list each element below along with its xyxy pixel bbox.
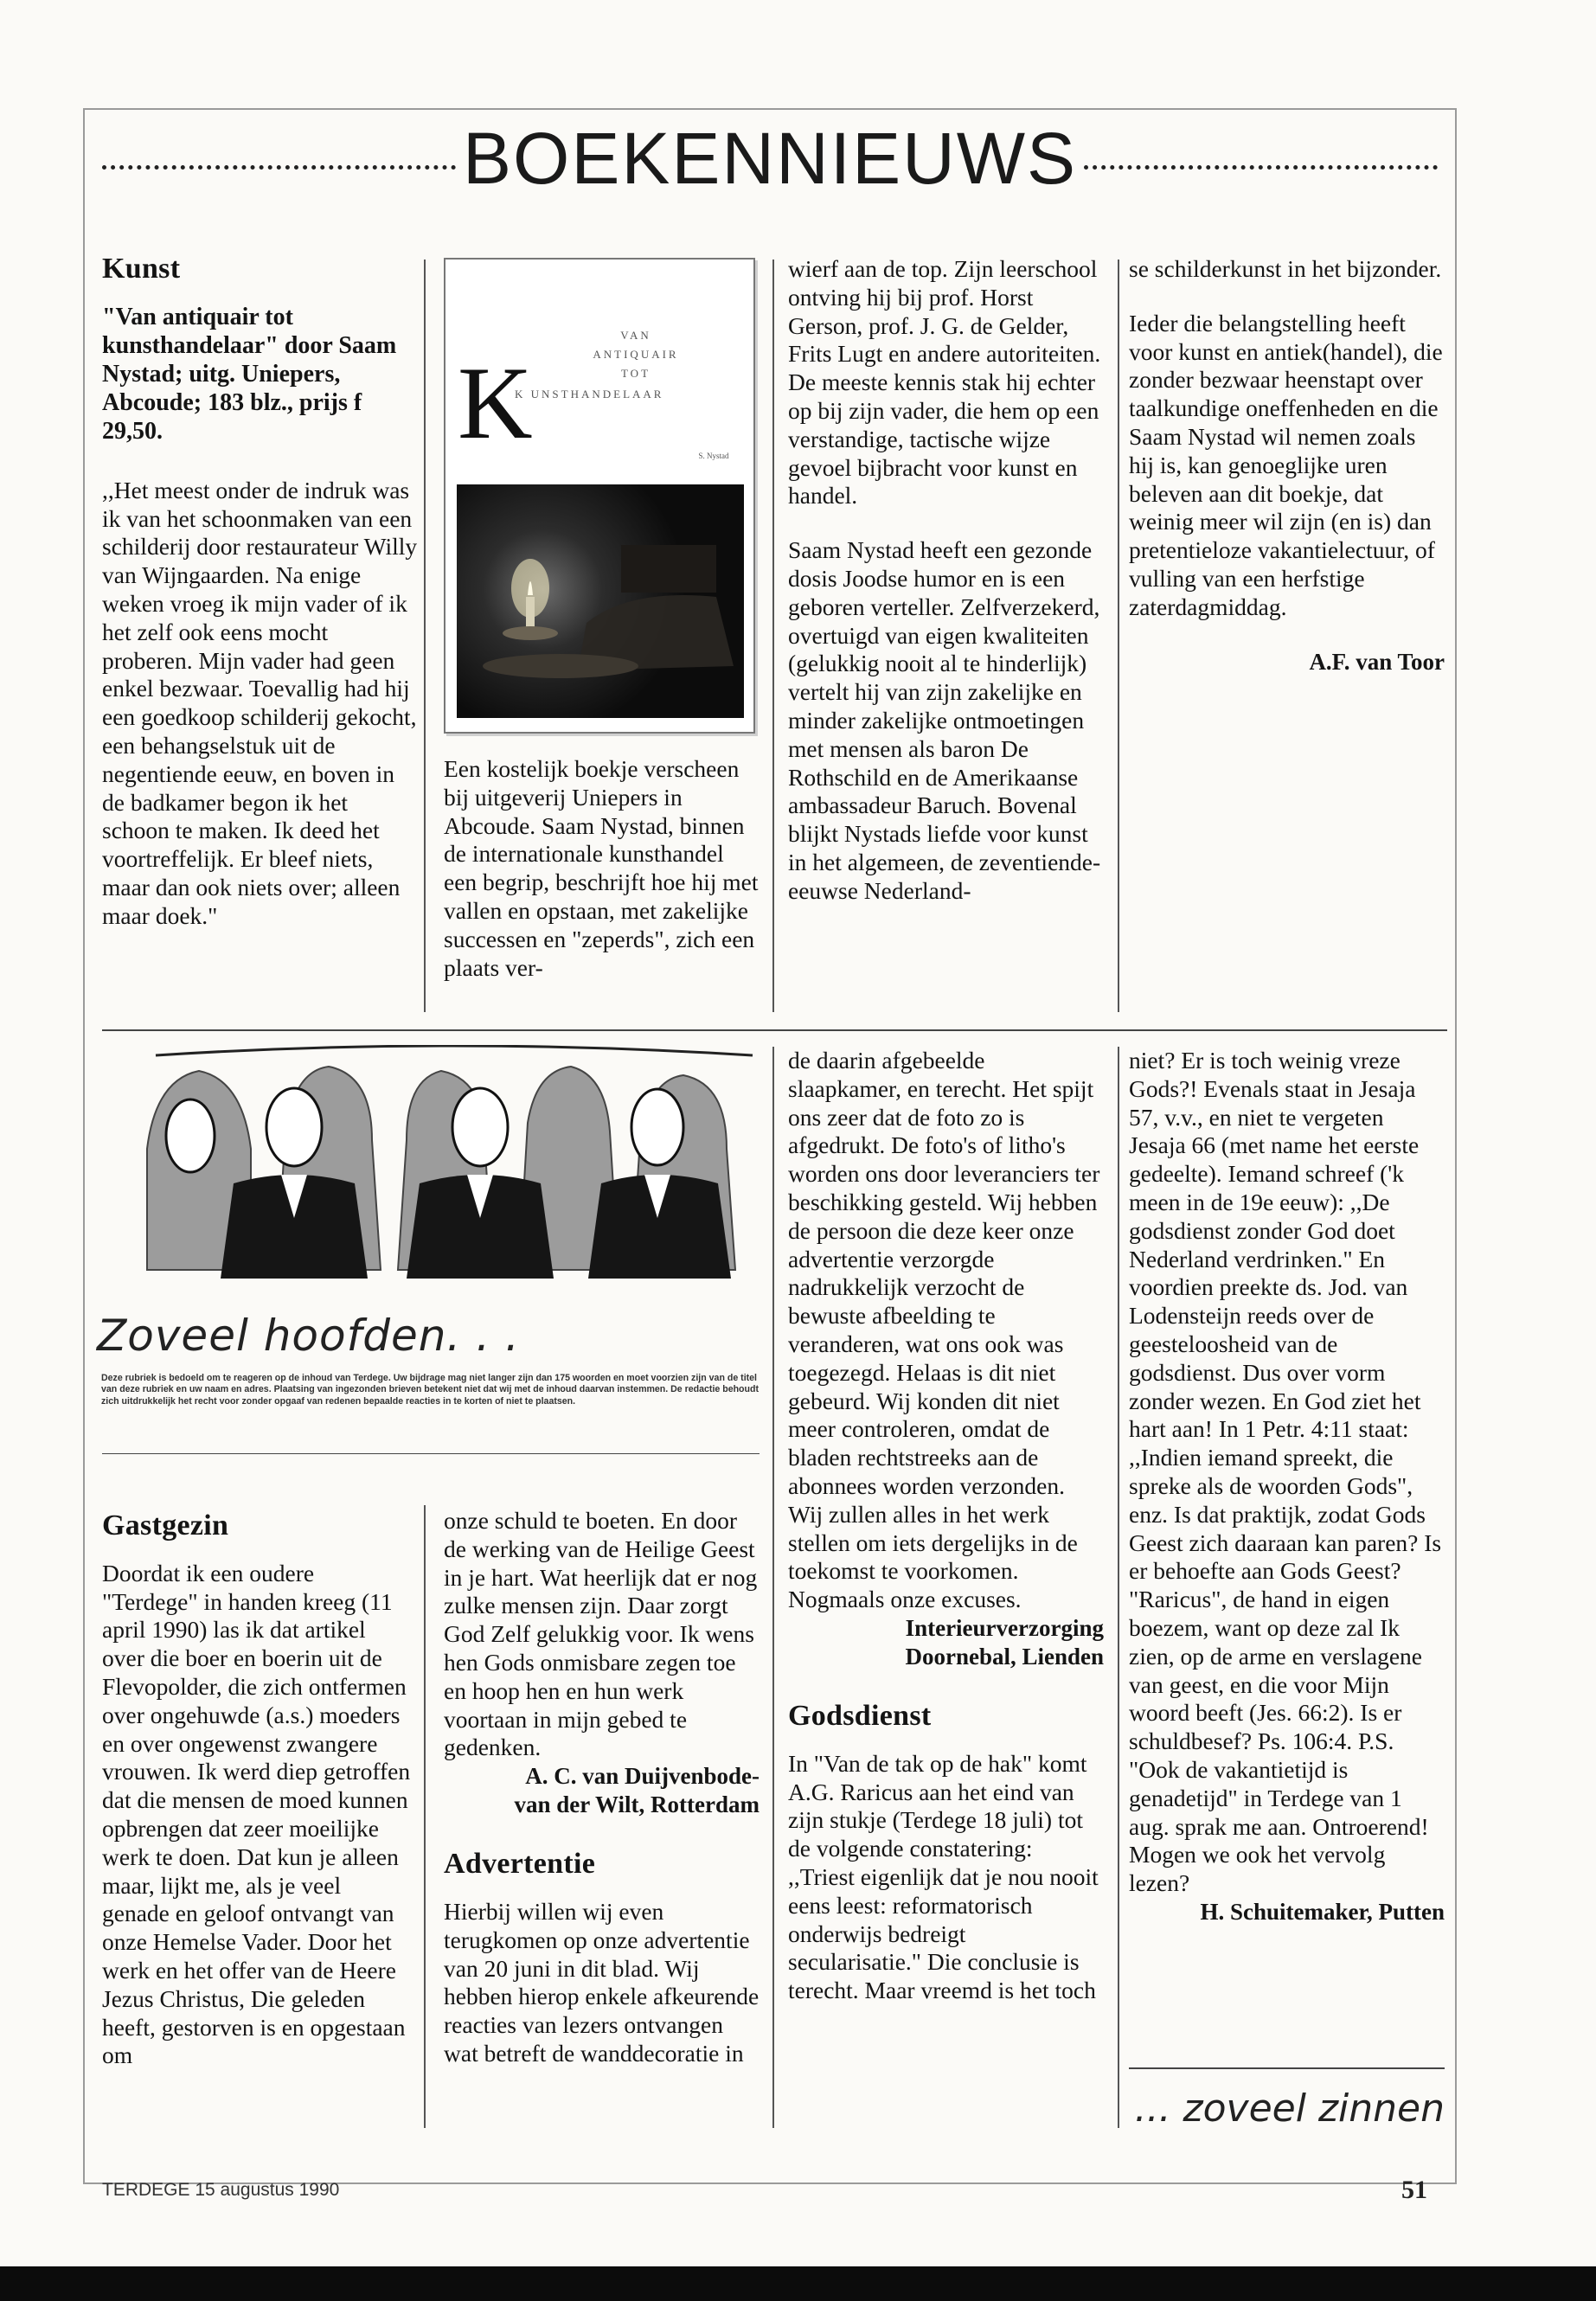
footer-issue: TERDEGE 15 augustus 1990 [102, 2180, 340, 2200]
advertentie-signature-2: Doornebal, Lienden [905, 1643, 1104, 1670]
cover-line-3: TOT [620, 367, 651, 380]
kunst-quote: ,,Het meest onder de indruk was ik van het schoonmaken van een schilderij door restaurateur Willy van Wijngaarden. Na enige weken vroeg ik mijn vader of ik het zelf ook eens mocht proberen. Mijn vader had geen enkel bezwaar. Toevallig had hij een goedkoop schilderij gekocht, een behangselstuk uit de negentiende eeuw, en boven in de badkamer begon ik het schoon te maken. Ik deed het voortreffelijk. Er bleef niets, maar dan ook niets over; alleen maar doek." [102, 476, 418, 929]
column-divider [772, 1047, 774, 2128]
kunst-column-4 [1129, 255, 1445, 676]
column-divider [424, 1505, 426, 2128]
column-divider [772, 260, 774, 1012]
kunst-column-3 [788, 255, 1104, 906]
cover-photo-candle-still-life [457, 484, 744, 718]
cover-line-2: ANTIQUAIR [593, 348, 679, 361]
gastgezin-column-2 [444, 1507, 760, 2068]
candle-illustration [457, 484, 744, 718]
section-divider [102, 1029, 1447, 1031]
kunst-col3-para1: wierf aan de top. Zijn leerschool ontving hij bij prof. Horst Gerson, prof. J. G. de Gelder, Frits Lugt en andere autoriteiten. De meeste kennis stak hij echter op bij zijn vader, die hem op een verstandige, tactische wijze gevoel bijbracht voor kunst en handel. [788, 255, 1101, 510]
gastgezin-para1: Doordat ik een oudere "Terdege" in handen kreeg (11 april 1990) las ik dat artikel over die boer en boerin uit de Flevopolder, die zich ontfermen over ongehuwde (a.s.) moeders en over ongewenst zwangere vrouwen. Ik werd diep getroffen dat die mensen de moed kunnen opbrengen dat zeer moeilijke werk te doen. Dat kun je alleen maar, lijkt me, als je veel genade en geloof ontvangt van onze Hemelse Vader. Door het werk en het offer van de Heere Jezus Christus, Die geleden heeft, gestorven is en opgestaan om [102, 1559, 411, 2069]
advertentie-signature-1: Interieurverzorging [905, 1614, 1104, 1641]
gastgezin-heading: Gastgezin [102, 1509, 229, 1541]
page-title: BOEKENNIEUWS [462, 117, 1078, 199]
column-divider [424, 260, 426, 1012]
masthead-dots-right [1084, 165, 1438, 170]
letters-disclaimer: Deze rubriek is bedoeld om te reageren op de inhoud van Terdege. Uw bijdrage mag niet langer zijn dan 175 woorden en moet voorzien zijn van de titel van deze rubriek en uw naam en adres. Plaatsing van ingezonden brieven betekent niet dat wij met de inhoud daarvan instemmen. De redactie behoudt zich uitdrukkelijk het recht voor zonder opgaaf van redenen bepaalde reacties in te korten of niet te plaatsen. [101, 1373, 759, 1407]
cover-line-1: VAN [620, 329, 651, 342]
cover-line-4: K UNSTHANDELAAR [515, 388, 664, 401]
disclaimer-rule [102, 1453, 760, 1454]
godsdienst-para2: niet? Er is toch weinig vreze Gods?! Evenals staat in Jesaja 57, v.v., en niet te vergeten Jesaja 66 (met name het eerste gedeelte). Iemand schreef ('k meen in de 19e eeuw): ,,De godsdienst zonder God doet Nederland verdrinken." En voordien preekte ds. Jod. van Lodensteijn reeds over de geesteloosheid van de godsdienst. Dus over vorm zonder wezen. En God ziet het hart aan! In 1 Petr. 4:11 staat: ,,Indien iemand spreekt, die spreke als de woorden Gods", enz. Is dat praktijk, zodat Gods Geest zich daaraan kan paren? Is er behoefte aan Gods Geest? "Raricus", de hand in eigen boezem, want op deze zal Ik zien, op de arme en verslagene van geest, en die voor Mijn woord beeft (Jes. 66:2). Is er schuldbesef? Ps. 106:4. P.S. "Ook de vakantietijd is genadetijd" in Terdege van 1 aug. sprak me aan. Ontroerend! Mogen we ook het vervolg lezen? [1129, 1047, 1442, 1897]
cover-big-letter: K [458, 345, 533, 460]
gastgezin-signature-1: A. C. van Duijvenbode- [525, 1763, 760, 1790]
book-cover [444, 258, 755, 734]
advertentie-para2: de daarin afgebeelde slaapkamer, en terecht. Het spijt ons zeer dat de foto zo is afgedrukt. De foto's of litho's worden ons door leveranciers ter beschikking gesteld. Wij hebben de persoon die deze keer onze advertentie verzorgde nadrukkelijk verzocht de bewuste afbeelding te veranderen, wat ons ook was toegezegd. Helaas is dit niet gebeurd. Wij konden dit niet meer controleren, omdat de bladen rechtstreeks aan de abonnees worden verzonden. Wij zullen alles in het werk stellen om iets dergelijks in de toekomst te voorkomen. Nogmaals onze excuses. [788, 1047, 1100, 1613]
godsdienst-column-4 [1129, 1047, 1445, 1926]
gastgezin-column-1 [102, 1509, 413, 2070]
cover-author: S. Nystad [698, 452, 729, 460]
closing-rule [1129, 2067, 1445, 2069]
column-divider [1118, 260, 1119, 1012]
kunst-col4-para2: Ieder die belangstelling heeft voor kunst en antiek(handel), die zonder bezwaar heenstapt over taalkundige oneffenheden en die Saam Nystad wil nemen zoals hij is, kan genoeglijke uren beleven aan dit boekje, dat weinig meer wil zijn (en is) dan pretentieloze vakantielectuur, of vulling van een herfstige zaterdagmiddag. [1129, 309, 1443, 620]
advertentie-para1: Hierbij willen wij even terugkomen op onze advertentie van 20 juni in dit blad. Wij hebben hierop enkele afkeurende reacties van lezers ontvangen wat betreft de wanddecoratie in [444, 1897, 760, 2067]
kunst-signature: A.F. van Toor [1309, 648, 1445, 675]
page-number: 51 [1401, 2176, 1427, 2204]
column-divider [1118, 1047, 1119, 2128]
kunst-heading: Kunst [102, 253, 181, 285]
advertentie-heading: Advertentie [444, 1848, 596, 1881]
masthead [95, 111, 1445, 206]
godsdienst-para1: In "Van de tak op de hak" komt A.G. Raricus aan het eind van zijn stukje (Terdege 18 juli) tot de volgende constatering: ,,Triest eigenlijk dat je nou nooit eens leest: reformatorisch onderwijs bedreigt secularisatie." Die conclusie is terecht. Maar vreemd is het toch [788, 1749, 1099, 2004]
masthead-dots-left [102, 165, 456, 170]
kunst-col3-para2: Saam Nystad heeft een gezonde dosis Joodse humor en is een geboren verteller. Zelfverzekerd, overtuigd van eigen kwaliteiten (gelukkig nooit al te hinderlijk) vertelt hij van zijn zakelijke en minder zakelijke ontmoetingen met mensen als baron De Rothschild en de Amerikaanse ambassadeur Baruch. Bovenal blijkt Nystads liefde voor kunst in het algemeen, de zeventiende-eeuwse Nederland- [788, 536, 1101, 904]
godsdienst-heading: Godsdienst [788, 1699, 932, 1732]
letters-section-title: Zoveel hoofden. . . [97, 1311, 520, 1361]
scan-edge [0, 2266, 1596, 2301]
godsdienst-signature: H. Schuitemaker, Putten [1200, 1898, 1445, 1925]
gastgezin-signature-2: van der Wilt, Rotterdam [514, 1791, 760, 1818]
cover-caption [444, 755, 760, 982]
kunst-col4-para1: se schilderkunst in het bijzonder. [1129, 255, 1442, 282]
letters-closing-title: ... zoveel zinnen [1134, 2086, 1445, 2131]
kunst-column-1 [102, 255, 418, 957]
book-title: "Van antiquair tot kunsthandelaar" door Saam Nystad; uitg. Uniepers, Abcoude; 183 blz., prijs f 29,50. [102, 303, 397, 445]
cover-caption-text: Een kostelijk boekje verscheen bij uitgeverij Uniepers in Abcoude. Saam Nystad, binnen de internationale kunsthandel een begrip, beschrijft hoe hij met vallen en opstaan, met zakelijke successen en "zeperds", zich een plaats ver- [444, 755, 759, 981]
gastgezin-para2: onze schuld te boeten. En door de werking van de Heilige Geest in je hart. Wat heerlijk dat er nog zulke mensen zijn. Daar zorgt God Zelf gelukkig voor. Ik wens hen Gods onmisbare zegen toe en hoop hen en hun werk voortaan in mijn gebed te gedenken. [444, 1507, 758, 1761]
heads-illustration [121, 1045, 761, 1304]
advertentie-column-3 [788, 1047, 1104, 2005]
